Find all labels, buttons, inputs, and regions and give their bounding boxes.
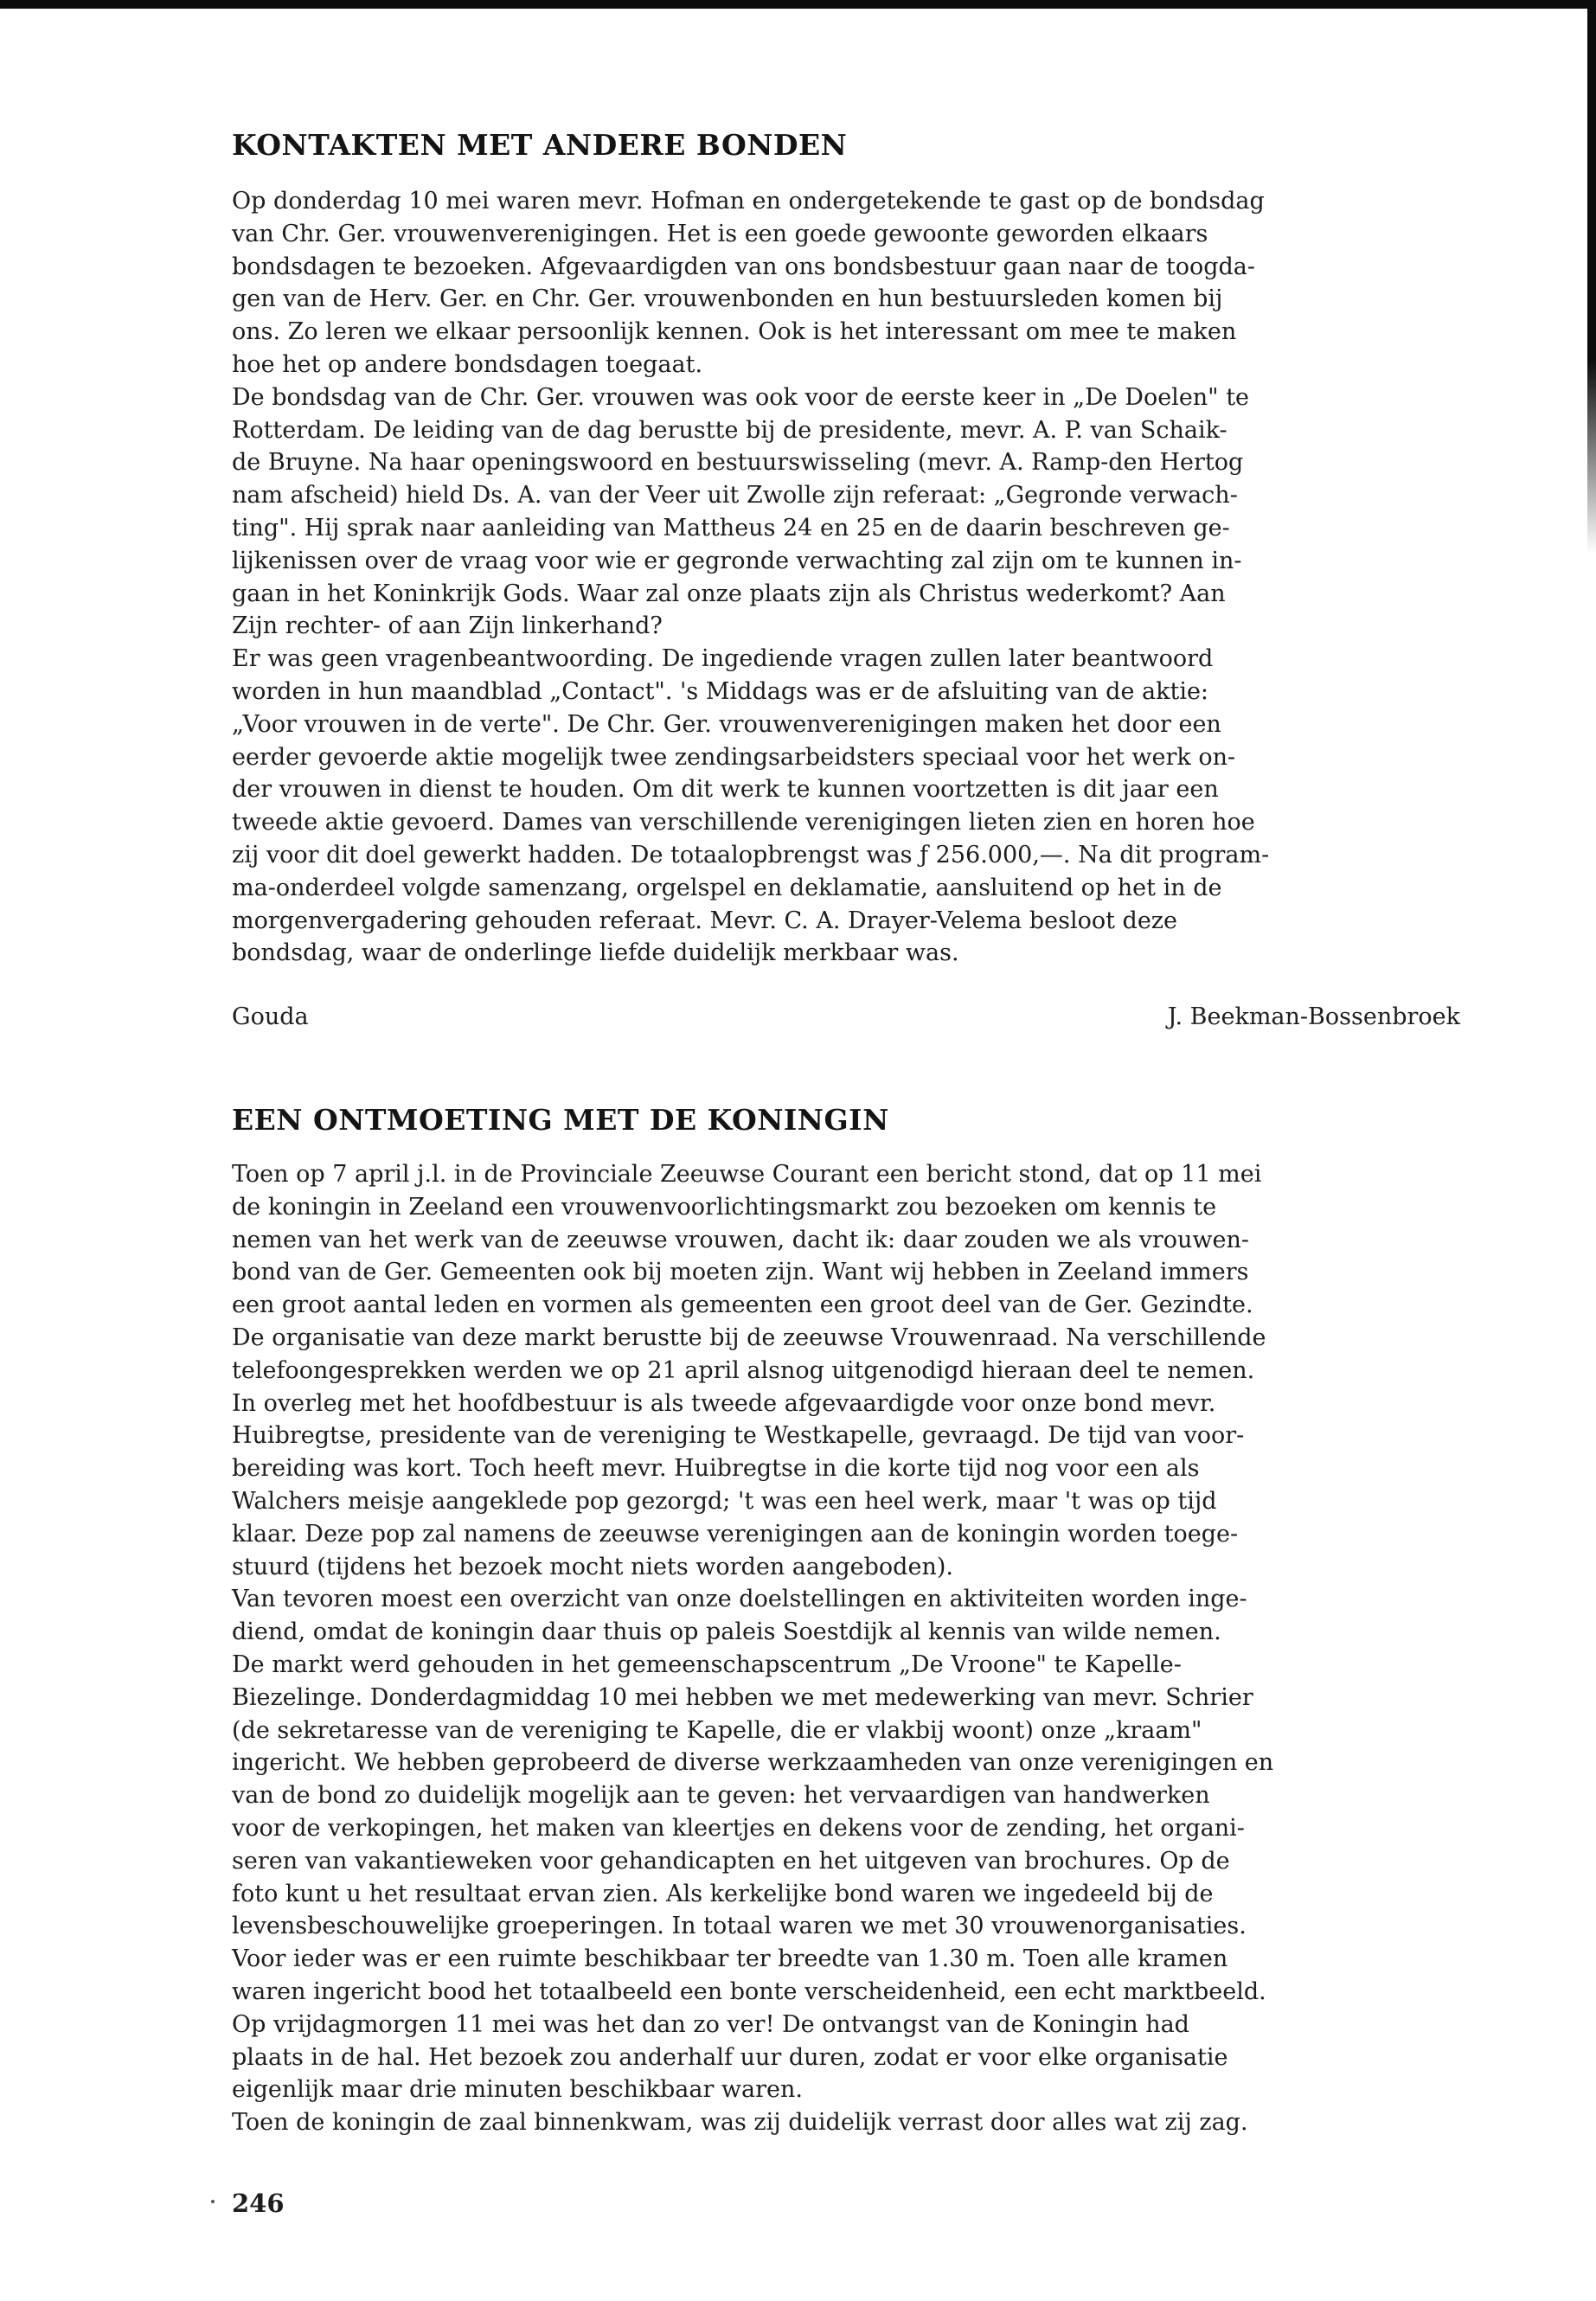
text-line: klaar. Deze pop zal namens de zeeuwse verenigingen aan de koningin worden toege- <box>232 1520 1239 1548</box>
text-line: der vrouwen in dienst te houden. Om dit werk te kunnen voortzetten is dit jaar een <box>232 776 1219 804</box>
text-line: Voor ieder was er een ruimte beschikbaar ter breedte van 1.30 m. Toen alle kramen <box>232 1945 1228 1973</box>
text-line: de koningin in Zeeland een vrouwenvoorlichtingsmarkt zou bezoeken om kennis te <box>232 1193 1217 1221</box>
text-line: bondsdag, waar de onderlinge liefde duidelijk merkbaar was. <box>232 939 959 967</box>
text-line: ting". Hij sprak naar aanleiding van Mattheus 24 en 25 en de daarin beschreven ge- <box>232 514 1230 542</box>
signature-author: J. Beekman-Bossenbroek <box>1167 1003 1460 1030</box>
text-line: Walchers meisje aangeklede pop gezorgd; 't was een heel werk, maar 't was op tijd <box>232 1487 1217 1515</box>
text-line: telefoongesprekken werden we op 21 april alsnog uitgenodigd hieraan deel te nemen. <box>232 1356 1255 1384</box>
text-line: van Chr. Ger. vrouwenverenigingen. Het is een goede gewoonte geworden elkaars <box>232 220 1208 247</box>
text-line: Biezelinge. Donderdagmiddag 10 mei hebben we met medewerking van mevr. Schrier <box>232 1683 1253 1711</box>
text-line: Op vrijdagmorgen 11 mei was het dan zo ver! De ontvangst van de Koningin had <box>232 2010 1189 2038</box>
text-line: Er was geen vragenbeantwoording. De ingediende vragen zullen later beantwoord <box>232 645 1214 673</box>
text-line: foto kunt u het resultaat ervan zien. Als kerkelijke bond waren we ingedeeld bij de <box>232 1880 1214 1907</box>
article-signature <box>232 1003 1460 1036</box>
text-line: eigenlijk maar drie minuten beschikbaar waren. <box>232 2076 803 2104</box>
text-line: voor de verkopingen, het maken van kleertjes en dekens voor de zending, het organi- <box>232 1814 1245 1842</box>
text-line: de Bruyne. Na haar openingswoord en bestuurswisseling (mevr. A. Ramp-den Hertog <box>232 449 1244 477</box>
text-line: (de sekretaresse van de vereniging te Kapelle, die er vlakbij woont) onze „kraam" <box>232 1716 1202 1744</box>
text-line: Op donderdag 10 mei waren mevr. Hofman en ondergetekende te gast op de bondsdag <box>232 188 1265 215</box>
text-line: morgenvergadering gehouden referaat. Mevr. C. A. Drayer-Velema besloot deze <box>232 907 1178 934</box>
article-heading-kontakten: KONTAKTEN MET ANDERE BONDEN <box>232 128 848 162</box>
text-line: ons. Zo leren we elkaar persoonlijk kennen. Ook is het interessant om mee te maken <box>232 318 1237 346</box>
text-line: De bondsdag van de Chr. Ger. vrouwen was ook voor de eerste keer in „De Doelen" te <box>232 383 1250 411</box>
text-line: Van tevoren moest een overzicht van onze doelstellingen en aktiviteiten worden inge- <box>232 1586 1247 1613</box>
scan-border-right <box>1587 0 1596 554</box>
text-line: een groot aantal leden en vormen als gemeenten een groot deel van de Ger. Gezindte. <box>232 1292 1253 1319</box>
text-line: hoe het op andere bondsdagen toegaat. <box>232 350 703 378</box>
text-line: ingericht. We hebben geprobeerd de diverse werkzaamheden van onze verenigingen en <box>232 1749 1274 1777</box>
text-line: nam afscheid) hield Ds. A. van der Veer uit Zwolle zijn referaat: „Gegronde verwach- <box>232 482 1238 510</box>
text-line: nemen van het werk van de zeeuwse vrouwen, dacht ik: daar zouden we als vrouwen- <box>232 1226 1250 1253</box>
text-line: tweede aktie gevoerd. Dames van verschillende verenigingen lieten zien en horen hoe <box>232 809 1255 836</box>
text-line: Zijn rechter- of aan Zijn linkerhand? <box>232 612 663 640</box>
text-line: bond van de Ger. Gemeenten ook bij moeten zijn. Want wij hebben in Zeeland immers <box>232 1259 1249 1286</box>
text-line: levensbeschouwelijke groeperingen. In totaal waren we met 30 vrouwenorganisaties. <box>232 1913 1247 1940</box>
text-line: diend, omdat de koningin daar thuis op paleis Soestdijk al kennis van wilde nemen. <box>232 1618 1221 1646</box>
article-body-kontakten <box>232 185 1460 970</box>
text-line: De markt werd gehouden in het gemeenschapscentrum „De Vroone" te Kapelle- <box>232 1650 1182 1678</box>
text-line: „Voor vrouwen in de verte". De Chr. Ger. vrouwenverenigingen maken het door een <box>232 710 1221 738</box>
text-line: bereiding was kort. Toch heeft mevr. Huibregtse in die korte tijd nog voor een als <box>232 1455 1200 1483</box>
text-line: zij voor dit doel gewerkt hadden. De totaalopbrengst was ƒ 256.000,—. Na dit program- <box>232 841 1270 868</box>
text-line: lijkenissen over de vraag voor wie er gegronde verwachting zal zijn om te kunnen in- <box>232 547 1242 574</box>
text-line: gaan in het Koninkrijk Gods. Waar zal onze plaats zijn als Christus wederkomt? Aan <box>232 580 1226 607</box>
text-line: stuurd (tijdens het bezoek mocht niets worden aangeboden). <box>232 1553 953 1580</box>
text-line: eerder gevoerde aktie mogelijk twee zendingsarbeidsters speciaal voor het werk on- <box>232 743 1236 771</box>
article-heading-koningin: EEN ONTMOETING MET DE KONINGIN <box>232 1103 889 1137</box>
text-line: In overleg met het hoofdbestuur is als tweede afgevaardigde voor onze bond mevr. <box>232 1389 1216 1417</box>
margin-mark <box>211 2200 215 2203</box>
text-line: van de bond zo duidelijk mogelijk aan te geven: het vervaardigen van handwerken <box>232 1782 1210 1810</box>
text-line: gen van de Herv. Ger. en Chr. Ger. vrouwenbonden en hun bestuursleden komen bij <box>232 285 1223 313</box>
signature-place: Gouda <box>232 1003 309 1030</box>
page-number: 246 <box>232 2189 285 2218</box>
text-line: waren ingericht bood het totaalbeeld een bonte verscheidenheid, een echt marktbeeld. <box>232 1977 1266 2005</box>
text-line: plaats in de hal. Het bezoek zou anderhalf uur duren, zodat er voor elke organisatie <box>232 2043 1228 2071</box>
text-line: worden in hun maandblad „Contact". 's Middags was er de afsluiting van de aktie: <box>232 677 1209 705</box>
scan-border-top <box>0 0 1596 9</box>
text-line: ma-onderdeel volgde samenzang, orgelspel en deklamatie, aansluitend op het in de <box>232 874 1222 901</box>
text-line: De organisatie van deze markt berustte bij de zeeuwse Vrouwenraad. Na verschillende <box>232 1324 1266 1351</box>
text-line: Toen de koningin de zaal binnenkwam, was zij duidelijk verrast door alles wat zij zag. <box>232 2109 1248 2137</box>
article-body-koningin <box>232 1158 1460 2139</box>
text-line: seren van vakantieweken voor gehandicapten en het uitgeven van brochures. Op de <box>232 1847 1230 1875</box>
text-line: bondsdagen te bezoeken. Afgevaardigden van ons bondsbestuur gaan naar de toogda- <box>232 253 1256 280</box>
text-line: Rotterdam. De leiding van de dag berustte bij de presidente, mevr. A. P. van Schaik- <box>232 416 1227 444</box>
text-line: Huibregtse, presidente van de vereniging te Westkapelle, gevraagd. De tijd van voor- <box>232 1422 1245 1450</box>
text-line: Toen op 7 april j.l. in de Provinciale Zeeuwse Courant een bericht stond, dat op 11 mei <box>232 1161 1262 1188</box>
